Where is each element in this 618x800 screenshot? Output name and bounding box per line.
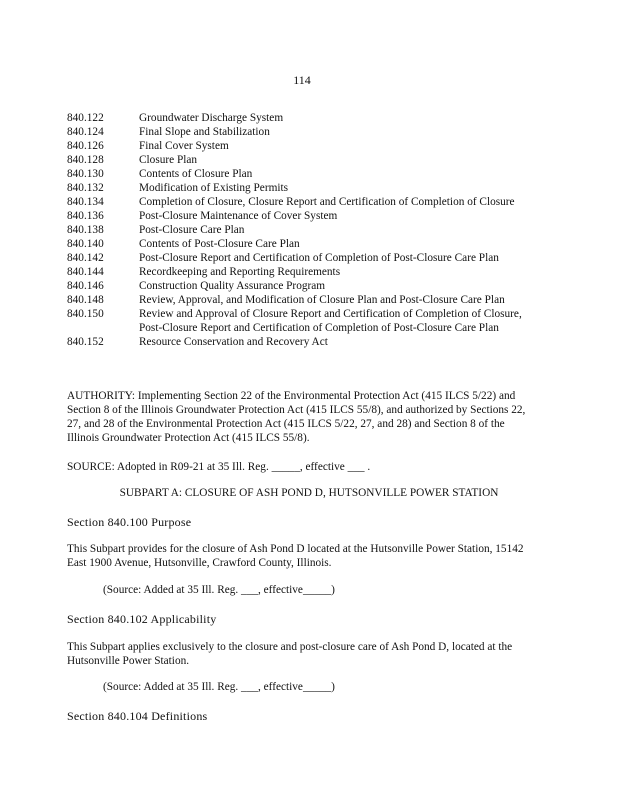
list-item [67, 279, 537, 293]
list-item [67, 307, 537, 335]
section-source-applicability: (Source: Added at 35 Ill. Reg. ___, effective_____) [103, 681, 335, 693]
section-text-applicability: This Subpart applies exclusively to the closure and post-closure care of Ash Pond D, located at the Hutsonville Power Station. [67, 641, 513, 667]
source-note: SOURCE: Adopted in R09-21 at 35 Ill. Reg. _____, effective ___ . [67, 461, 371, 473]
section-number: 840.150 [67, 308, 104, 320]
section-number: 840.140 [67, 238, 104, 250]
section-number: 840.138 [67, 224, 104, 236]
list-item [67, 111, 537, 125]
list-item [67, 195, 537, 209]
section-number: 840.124 [67, 126, 104, 138]
section-title: Resource Conservation and Recovery Act [139, 336, 328, 348]
section-title: Review and Approval of Closure Report and Certification of Completion of Closure, Post-Closure Report and Certification of Completion of Post-Closure Care Plan [139, 308, 522, 334]
section-title: Post-Closure Care Plan [139, 224, 245, 236]
list-item [67, 251, 537, 265]
section-list [67, 111, 537, 349]
section-title: Final Cover System [139, 140, 229, 152]
section-title: Contents of Post-Closure Care Plan [139, 238, 300, 250]
section-title: Review, Approval, and Modification of Closure Plan and Post-Closure Care Plan [139, 294, 505, 306]
section-number: 840.136 [67, 210, 104, 222]
section-text-purpose: This Subpart provides for the closure of Ash Pond D located at the Hutsonville Power Station, 15142 East 1900 Avenue, Hutsonville, Crawford County, Illinois. [67, 543, 524, 569]
section-number: 840.134 [67, 196, 104, 208]
section-title: Construction Quality Assurance Program [139, 280, 326, 292]
section-source-purpose: (Source: Added at 35 Ill. Reg. ___, effective_____) [103, 584, 335, 596]
section-title: Contents of Closure Plan [139, 168, 253, 180]
section-title: Modification of Existing Permits [139, 182, 289, 194]
section-title: Post-Closure Maintenance of Cover System [139, 210, 338, 222]
section-number: 840.148 [67, 294, 104, 306]
section-title: Final Slope and Stabilization [139, 126, 270, 138]
list-item [67, 223, 537, 237]
section-number: 840.126 [67, 140, 104, 152]
section-heading-applicability: Section 840.102 Applicability [67, 612, 217, 626]
section-number: 840.144 [67, 266, 104, 278]
section-number: 840.132 [67, 182, 104, 194]
section-title: Post-Closure Report and Certification of Completion of Post-Closure Care Plan [139, 252, 499, 264]
section-number: 840.122 [67, 112, 104, 124]
section-title: Closure Plan [139, 154, 198, 166]
list-item [67, 125, 537, 139]
list-item [67, 181, 537, 195]
subpart-heading: SUBPART A: CLOSURE OF ASH POND D, HUTSONVILLE POWER STATION [119, 487, 499, 499]
section-heading-definitions: Section 840.104 Definitions [67, 709, 208, 723]
list-item [67, 293, 537, 307]
authority-note: AUTHORITY: Implementing Section 22 of the Environmental Protection Act (415 ILCS 5/22) and Section 8 of the Illinois Groundwater Protection Act (415 ILCS 55/8), and authorized by Sections 22, 27, and 28 of the Environmental Protection Act (415 ILCS 5/22, 27, and 28) and Section 8 of the Illinois Groundwater Protection Act (415 ILCS 55/8). [67, 390, 526, 444]
section-heading-purpose: Section 840.100 Purpose [67, 515, 192, 529]
section-title: Recordkeeping and Reporting Requirements [139, 266, 341, 278]
page-number: 114 [293, 73, 311, 87]
section-number: 840.146 [67, 280, 104, 292]
list-item [67, 237, 537, 251]
list-item [67, 167, 537, 181]
section-number: 840.130 [67, 168, 104, 180]
list-item [67, 209, 537, 223]
section-title: Groundwater Discharge System [139, 112, 284, 124]
section-number: 840.152 [67, 336, 104, 348]
section-number: 840.128 [67, 154, 104, 166]
section-title: Completion of Closure, Closure Report and Certification of Completion of Closure [139, 196, 515, 208]
list-item [67, 153, 537, 167]
list-item [67, 265, 537, 279]
list-item [67, 335, 537, 349]
list-item [67, 139, 537, 153]
section-number: 840.142 [67, 252, 104, 264]
